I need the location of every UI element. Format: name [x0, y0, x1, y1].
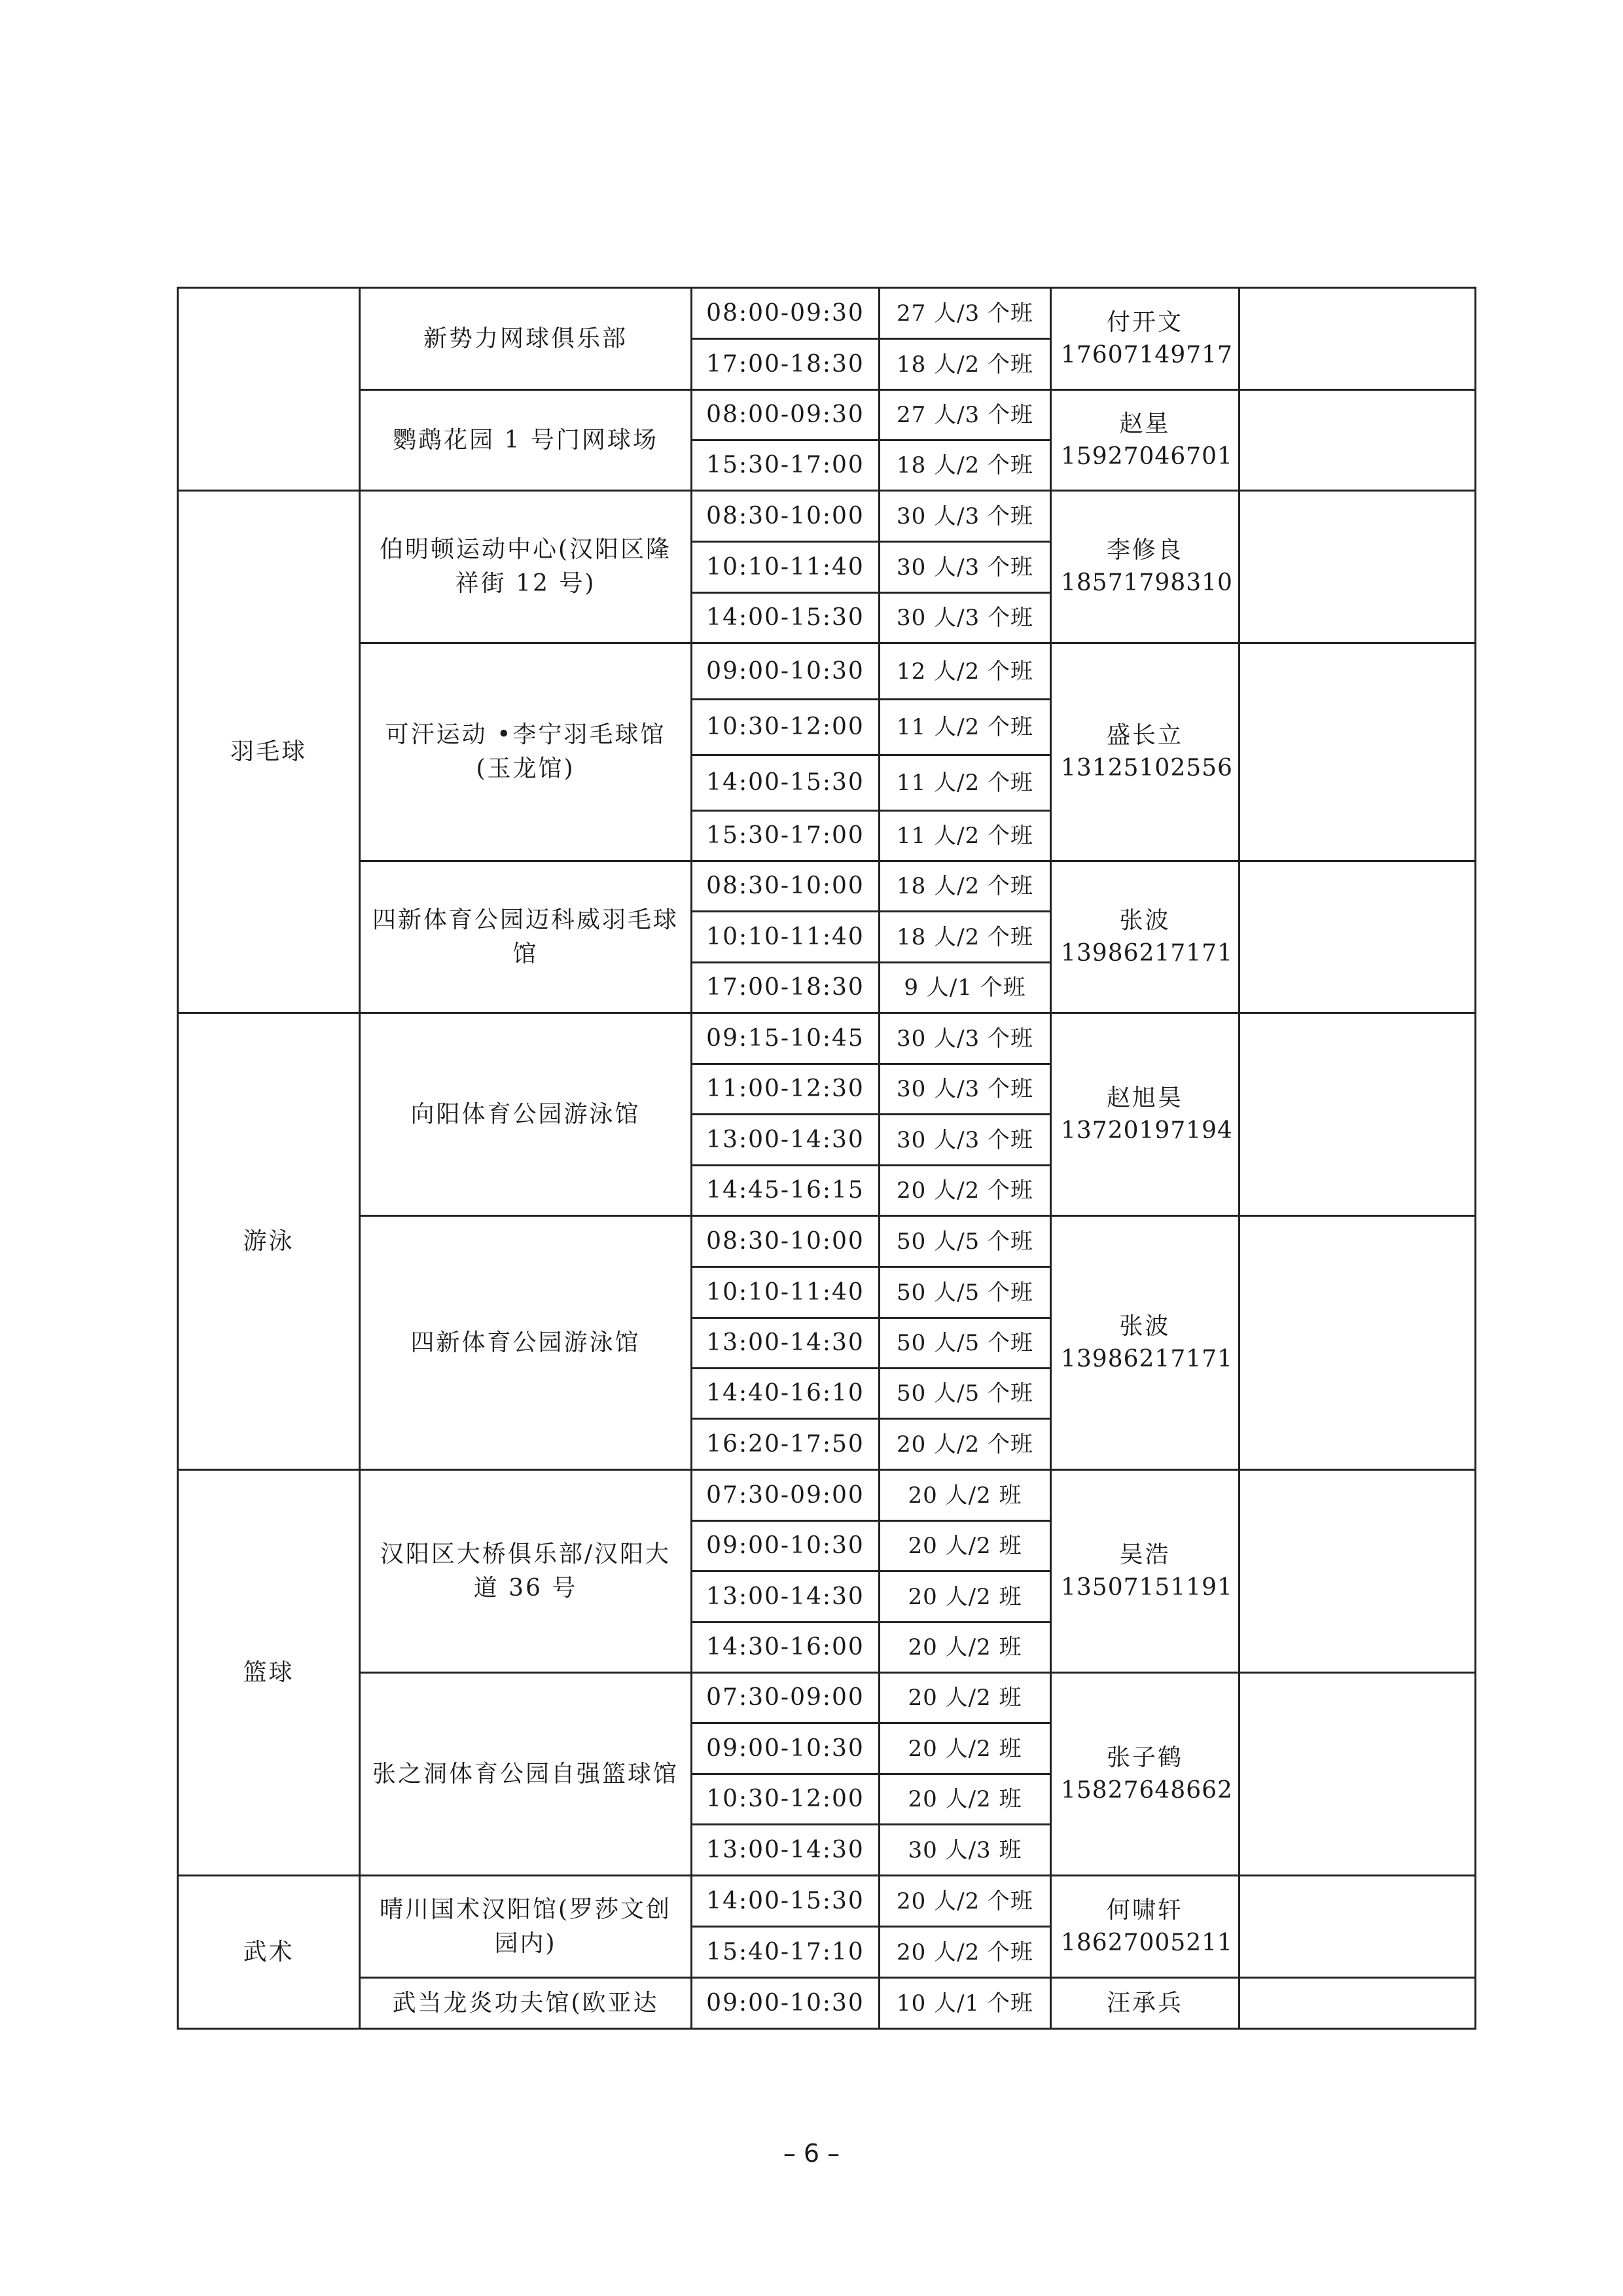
- venue-cell: 可汗运动 •李宁羽毛球馆(玉龙馆): [360, 643, 692, 861]
- time-cell: 13:00-14:30: [692, 1571, 880, 1623]
- table-row: [178, 1013, 1476, 1064]
- time-cell: 10:30-12:00: [692, 1774, 880, 1825]
- table-row: [178, 1216, 1476, 1267]
- contact-phone: 13507151191: [1061, 1573, 1233, 1601]
- remarks-cell: [1240, 1470, 1476, 1673]
- time-cell: 10:10-11:40: [692, 1267, 880, 1318]
- schedule-body: [178, 288, 1476, 2029]
- capacity-cell: 18 人/2 个班: [880, 912, 1051, 963]
- capacity-cell: 20 人/2 班: [880, 1673, 1051, 1723]
- capacity-cell: 11 人/2 个班: [880, 700, 1051, 755]
- contact-cell: [1051, 861, 1240, 1013]
- contact-name: 张波: [1119, 906, 1171, 934]
- remarks-cell: [1240, 1013, 1476, 1216]
- table-row: [178, 1876, 1476, 1927]
- contact-phone: 13720197194: [1061, 1117, 1233, 1144]
- time-cell: 14:45-16:15: [692, 1166, 880, 1216]
- time-cell: 10:10-11:40: [692, 542, 880, 593]
- remarks-cell: [1240, 643, 1476, 861]
- capacity-cell: 20 人/2 个班: [880, 1166, 1051, 1216]
- time-cell: 08:00-09:30: [692, 390, 880, 440]
- contact-cell: [1051, 491, 1240, 643]
- capacity-cell: 27 人/3 个班: [880, 390, 1051, 440]
- contact-cell: [1051, 1013, 1240, 1216]
- capacity-cell: 18 人/2 个班: [880, 440, 1051, 491]
- capacity-cell: 30 人/3 个班: [880, 542, 1051, 593]
- contact-name: 吴浩: [1119, 1541, 1171, 1568]
- time-cell: 16:20-17:50: [692, 1419, 880, 1470]
- time-cell: 14:00-15:30: [692, 1876, 880, 1927]
- venue-cell: 武当龙炎功夫馆(欧亚达: [360, 1978, 692, 2029]
- capacity-cell: 20 人/2 班: [880, 1521, 1051, 1571]
- venue-cell: 汉阳区大桥俱乐部/汉阳大道 36 号: [360, 1470, 692, 1673]
- table-row: [178, 643, 1476, 700]
- venue-cell: 张之洞体育公园自强篮球馆: [360, 1673, 692, 1876]
- time-cell: 07:30-09:00: [692, 1673, 880, 1723]
- venue-cell: 四新体育公园迈科威羽毛球馆: [360, 861, 692, 1013]
- venue-cell: 四新体育公园游泳馆: [360, 1216, 692, 1470]
- contact-cell: [1051, 643, 1240, 861]
- table-row: [178, 491, 1476, 542]
- capacity-cell: 50 人/5 个班: [880, 1318, 1051, 1369]
- time-cell: 15:30-17:00: [692, 440, 880, 491]
- schedule-table: [177, 287, 1476, 2030]
- venue-cell: 新势力网球俱乐部: [360, 288, 692, 390]
- time-cell: 09:00-10:30: [692, 1723, 880, 1774]
- contact-phone: 13986217171: [1061, 939, 1233, 967]
- contact-phone: 18571798310: [1061, 569, 1233, 596]
- contact-name: 付开文: [1106, 308, 1183, 336]
- capacity-cell: 11 人/2 个班: [880, 811, 1051, 861]
- table-row: [178, 288, 1476, 339]
- capacity-cell: 30 人/3 个班: [880, 1064, 1051, 1115]
- time-cell: 10:10-11:40: [692, 912, 880, 963]
- time-cell: 09:00-10:30: [692, 643, 880, 700]
- time-cell: 17:00-18:30: [692, 963, 880, 1013]
- venue-cell: 向阳体育公园游泳馆: [360, 1013, 692, 1216]
- remarks-cell: [1240, 1978, 1476, 2029]
- capacity-cell: 20 人/2 班: [880, 1470, 1051, 1521]
- table-row: [178, 390, 1476, 440]
- sport-cell: 游泳: [178, 1013, 360, 1470]
- time-cell: 11:00-12:30: [692, 1064, 880, 1115]
- time-cell: 13:00-14:30: [692, 1318, 880, 1369]
- contact-name: 盛长立: [1106, 722, 1183, 749]
- venue-cell: 晴川国术汉阳馆(罗莎文创园内): [360, 1876, 692, 1978]
- time-cell: 17:00-18:30: [692, 339, 880, 390]
- capacity-cell: 50 人/5 个班: [880, 1369, 1051, 1419]
- sport-cell: 篮球: [178, 1470, 360, 1876]
- capacity-cell: 50 人/5 个班: [880, 1216, 1051, 1267]
- sport-cell: 武术: [178, 1876, 360, 2029]
- contact-name: 赵旭昊: [1106, 1084, 1183, 1111]
- time-cell: 13:00-14:30: [692, 1825, 880, 1876]
- capacity-cell: 30 人/3 个班: [880, 1013, 1051, 1064]
- contact-name: 何啸轩: [1106, 1896, 1183, 1924]
- contact-phone: 17607149717: [1061, 341, 1233, 368]
- venue-cell: 鹦鹉花园 1 号门网球场: [360, 390, 692, 491]
- time-cell: 10:30-12:00: [692, 700, 880, 755]
- remarks-cell: [1240, 1876, 1476, 1978]
- capacity-cell: 11 人/2 个班: [880, 755, 1051, 811]
- contact-phone: 18627005211: [1061, 1929, 1233, 1956]
- contact-phone: 15827648662: [1061, 1776, 1233, 1804]
- contact-name: 李修良: [1106, 537, 1183, 564]
- capacity-cell: 50 人/5 个班: [880, 1267, 1051, 1318]
- time-cell: 08:30-10:00: [692, 491, 880, 542]
- time-cell: 08:30-10:00: [692, 1216, 880, 1267]
- capacity-cell: 18 人/2 个班: [880, 339, 1051, 390]
- capacity-cell: 12 人/2 个班: [880, 643, 1051, 700]
- capacity-cell: 20 人/2 班: [880, 1571, 1051, 1623]
- contact-cell: [1051, 1673, 1240, 1876]
- contact-phone: 13125102556: [1061, 755, 1233, 781]
- time-cell: 14:00-15:30: [692, 755, 880, 811]
- time-cell: 14:00-15:30: [692, 593, 880, 643]
- contact-name: 赵星: [1119, 410, 1171, 437]
- capacity-cell: 18 人/2 个班: [880, 861, 1051, 912]
- capacity-cell: 27 人/3 个班: [880, 288, 1051, 339]
- time-cell: 14:40-16:10: [692, 1369, 880, 1419]
- capacity-cell: 30 人/3 个班: [880, 491, 1051, 542]
- time-cell: 15:40-17:10: [692, 1927, 880, 1978]
- remarks-cell: [1240, 491, 1476, 643]
- time-cell: 14:30-16:00: [692, 1623, 880, 1673]
- remarks-cell: [1240, 1673, 1476, 1876]
- venue-cell: 伯明顿运动中心(汉阳区隆祥街 12 号): [360, 491, 692, 643]
- time-cell: 09:00-10:30: [692, 1521, 880, 1571]
- contact-cell: [1051, 390, 1240, 491]
- time-cell: 08:00-09:30: [692, 288, 880, 339]
- capacity-cell: 20 人/2 班: [880, 1723, 1051, 1774]
- remarks-cell: [1240, 288, 1476, 390]
- capacity-cell: 20 人/2 个班: [880, 1419, 1051, 1470]
- capacity-cell: 10 人/1 个班: [880, 1978, 1051, 2029]
- capacity-cell: 20 人/2 班: [880, 1774, 1051, 1825]
- time-cell: 09:00-10:30: [692, 1978, 880, 2029]
- contact-cell: [1051, 1978, 1240, 2029]
- time-cell: 09:15-10:45: [692, 1013, 880, 1064]
- capacity-cell: 20 人/2 个班: [880, 1927, 1051, 1978]
- contact-name: 张波: [1119, 1312, 1171, 1340]
- capacity-cell: 20 人/2 个班: [880, 1876, 1051, 1927]
- table-row: [178, 1978, 1476, 2029]
- table-row: [178, 1470, 1476, 1521]
- time-cell: 07:30-09:00: [692, 1470, 880, 1521]
- remarks-cell: [1240, 1216, 1476, 1470]
- contact-phone: 15927046701: [1061, 442, 1233, 470]
- capacity-cell: 9 人/1 个班: [880, 963, 1051, 1013]
- remarks-cell: [1240, 861, 1476, 1013]
- contact-cell: [1051, 288, 1240, 390]
- sport-cell: 羽毛球: [178, 491, 360, 1013]
- contact-phone: 13986217171: [1061, 1345, 1233, 1372]
- table-row: [178, 861, 1476, 912]
- contact-cell: [1051, 1876, 1240, 1978]
- contact-cell: [1051, 1216, 1240, 1470]
- table-row: [178, 1673, 1476, 1723]
- remarks-cell: [1240, 390, 1476, 491]
- capacity-cell: 20 人/2 班: [880, 1623, 1051, 1673]
- contact-cell: [1051, 1470, 1240, 1673]
- contact-name: 汪承兵: [1106, 1989, 1183, 2017]
- capacity-cell: 30 人/3 个班: [880, 593, 1051, 643]
- sport-cell: [178, 288, 360, 491]
- time-cell: 13:00-14:30: [692, 1115, 880, 1166]
- time-cell: 15:30-17:00: [692, 811, 880, 861]
- page-number: – 6 –: [783, 2139, 840, 2168]
- contact-name: 张子鹤: [1106, 1744, 1183, 1771]
- time-cell: 08:30-10:00: [692, 861, 880, 912]
- capacity-cell: 30 人/3 个班: [880, 1115, 1051, 1166]
- capacity-cell: 30 人/3 班: [880, 1825, 1051, 1876]
